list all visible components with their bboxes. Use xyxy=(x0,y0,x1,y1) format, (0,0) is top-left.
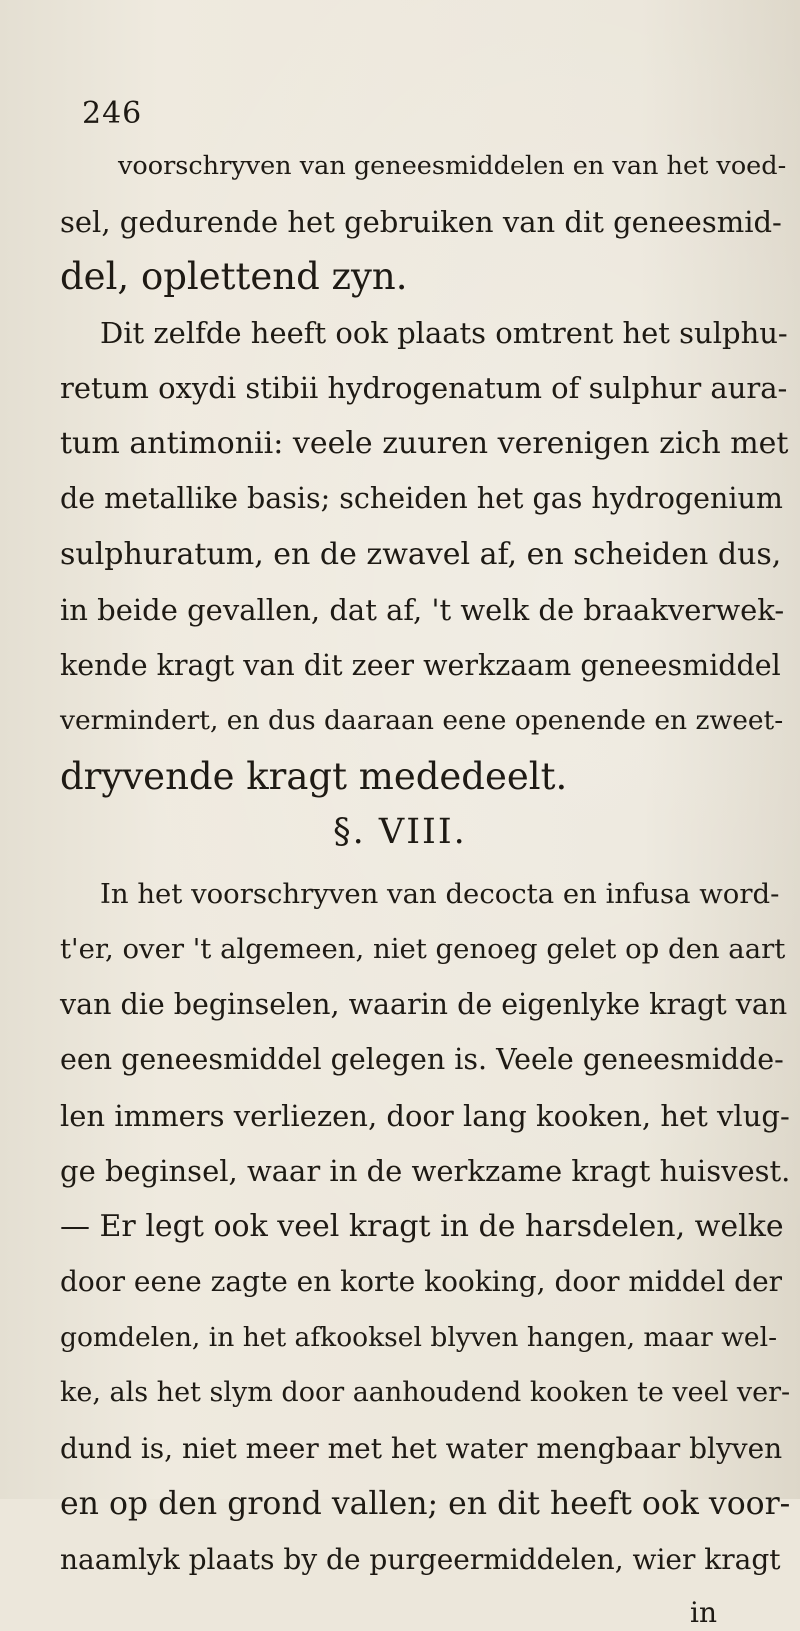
text-line-1: voorschryven van geneesmiddelen en van het voed- xyxy=(118,151,787,181)
text-line-11: vermindert, en dus daaraan eene openende en zweet- xyxy=(60,705,784,736)
section-heading: §. VIII. xyxy=(333,812,467,852)
text-line-20: door eene zagte en korte kooking, door middel der xyxy=(60,1265,783,1298)
text-line-25: naamlyk plaats by de purgeermiddelen, wier kragt xyxy=(60,1542,781,1576)
text-line-18: ge beginsel, waar in de werkzame kragt huisvest. xyxy=(60,1154,791,1188)
text-line-9: in beide gevallen, dat af, 't welk de braakverwek- xyxy=(60,593,785,627)
text-line-14: t'er, over 't algemeen, niet genoeg gelet op den aart xyxy=(60,933,786,965)
text-line-21: gomdelen, in het afkooksel blyven hangen, maar wel- xyxy=(60,1321,778,1353)
text-line-16: een geneesmiddel gelegen is. Veele geneesmidde- xyxy=(60,1043,784,1076)
text-line-23: dund is, niet meer met het water mengbaar blyven xyxy=(60,1431,783,1465)
text-line-8: sulphuratum, en de zwavel af, en scheiden dus, xyxy=(60,536,782,572)
text-line-5: retum oxydi stibii hydrogenatum of sulphur aura- xyxy=(60,371,788,405)
text-line-12: dryvende kragt mededeelt. xyxy=(60,754,568,798)
text-line-17: len immers verliezen, door lang kooken, het vlug- xyxy=(60,1098,790,1133)
text-line-6: tum antimonii: veele zuuren verenigen zich met xyxy=(60,425,789,461)
text-line-15: van die beginselen, waarin de eigenlyke kragt van xyxy=(60,987,788,1021)
text-line-3: del, oplettend zyn. xyxy=(60,255,408,298)
text-line-10: kende kragt van dit zeer werkzaam geneesmiddel xyxy=(60,648,781,682)
text-line-24: en op den grond vallen; en dit heeft ook voor- xyxy=(60,1486,791,1522)
text-line-2: sel, gedurende het gebruiken van dit geneesmid- xyxy=(60,204,782,239)
text-line-13: In het voorschryven van decocta en infusa word- xyxy=(100,877,780,910)
text-line-4: Dit zelfde heeft ook plaats omtrent het sulphu- xyxy=(100,315,788,350)
text-line-7: de metallike basis; scheiden het gas hydrogenium xyxy=(60,482,783,515)
catchword: in xyxy=(690,1596,717,1629)
text-line-19: — Er legt ook veel kragt in de harsdelen, welke xyxy=(60,1208,784,1244)
text-line-22: ke, als het slym door aanhoudend kooken te veel ver- xyxy=(60,1377,791,1408)
page-number: 246 xyxy=(82,96,143,131)
